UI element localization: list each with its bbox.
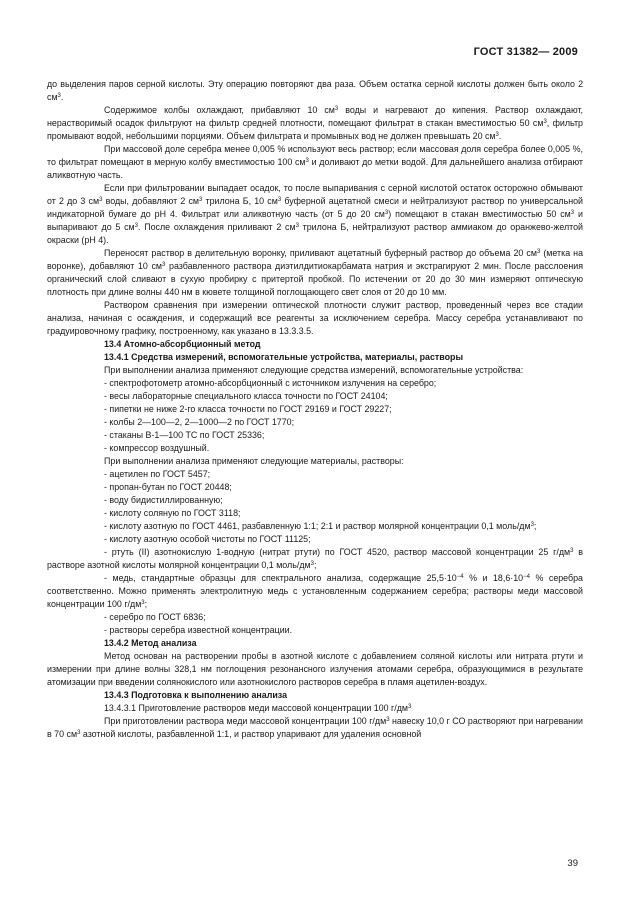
paragraph-p15: - компрессор воздушный. — [104, 443, 210, 453]
paragraph-p25: - серебро по ГОСТ 6836; — [104, 612, 206, 622]
paragraph-p16: При выполнении анализа применяют следующие материалы, растворы: — [104, 456, 404, 466]
paragraph-p6: Раствором сравнения при измерении оптической плотности служит раствор, проведенный через все стадии анализа, начиная с осаждения, и содержащий все реагенты за исключением серебра. Массу серебра устанавливают по градуировочному графику, построенному, как указано в 13.3.3.5. — [47, 300, 583, 336]
paragraph-p13: - колбы 2—100—2, 2—1000—2 по ГОСТ 1770; — [104, 417, 295, 427]
paragraph-p11: - весы лабораторные специального класса точности по ГОСТ 24104; — [104, 391, 388, 401]
document-code-header: ГОСТ 31382— 2009 — [473, 46, 578, 58]
paragraph-p22: - кислоту азотную особой чистоты по ГОСТ 11125; — [104, 534, 311, 544]
paragraph-p28: Метод основан на растворении пробы в азотной кислоте с добавлением соляной кислоты или нитрата ртути и измерении при длине волны 328,1 нм поглощения резонансного излучения атомами серебра, образующимися в результате атомизации при введении солянокислого или азотнокислого растворов серебра в пламя ацетилен-воздух. — [47, 651, 583, 687]
paragraph-p21: - кислоту азотную по ГОСТ 4461, разбавленную 1:1; 2:1 и раствор молярной концентрации 0,1 моль/$дм^3$; — [104, 521, 537, 531]
paragraph-p19: - воду бидистиллированную; — [104, 495, 223, 505]
document-body — [47, 78, 583, 741]
paragraph-p24: - медь, стандартные образцы для спектрального анализа, содержащие $25,5\cdot 10^{-4}$ % и $18,6\cdot 10^{-4}$ % серебра соответственно. Можно применять электролитную медь с установленным содержанием серебра; растворы меди массовой концентрации 100 $г/дм^3$; — [47, 573, 583, 609]
paragraph-p1: до выделения паров серной кислоты. Эту операцию повторяют два раза. Объем остатка серной кислоты должен быть около 2 $см^3$. — [47, 79, 583, 102]
paragraph-p26: - растворы серебра известной концентрации. — [104, 625, 293, 635]
paragraph-p27: 13.4.2 Метод анализа — [104, 638, 197, 648]
paragraph-p18: - пропан-бутан по ГОСТ 20448; — [104, 482, 232, 492]
paragraph-p7: 13.4 Атомно-абсорбционный метод — [104, 339, 261, 349]
paragraph-p23: - ртуть (II) азотнокислую 1-водную (нитрат ртути) по ГОСТ 4520, раствор массовой концентрации 25 $г/дм^3$ в растворе азотной кислоты молярной концентрации 0,1 моль/$дм^3$; — [47, 547, 584, 570]
paragraph-p8: 13.4.1 Средства измерений, вспомогательные устройства, материалы, растворы — [104, 352, 464, 362]
paragraph-p10: - спектрофотометр атомно-абсорбционный с источником излучения на серебро; — [104, 378, 437, 388]
paragraph-p3: При массовой доле серебра менее 0,005 % используют весь раствор; если массовая доля серебра более 0,005 %, то фильтрат помещают в мерную колбу вместимостью 100 $см^3$ и доливают до метки водой. Для дальнейшего анализа отбирают аликвотную часть. — [47, 144, 583, 180]
paragraph-p5: Переносят раствор в делительную воронку, приливают ацетатный буферный раствор до объема 20 $см^3$ (метка на воронке), добавляют 10 $см^3$ разбавленного раствора диэтилдитиокарбамата натрия и экстрагируют 2 мин. После расслоения органический слой сливают в сухую пробирку с притертой пробкой. По истечении от 20 до 30 мин измеряют оптическую плотность при длине волны 440 нм в кювете толщиной поглощающего свет слоя от 20 до 10 мм. — [47, 248, 584, 297]
paragraph-p4: Если при фильтровании выпадает осадок, то после выпаривания с серной кислотой остаток осторожно обмывают от 2 до 3 $см^3$ воды, добавляют 2 $см^3$ трилона Б, 10 $см^3$ буферной ацетатной смеси и нейтрализуют раствор по универсальной индикаторной бумаге до рН 4. Фильтрат или аликвотную часть (от 5 до 20 $см^3$) помещают в стакан вместимостью 50 $см^3$ и выпаривают до 5 $см^3$. После охлаждения приливают 2 $см^3$ трилона Б, нейтрализуют раствор аммиаком до оранжево-желтой окраски (рН 4). — [47, 183, 584, 245]
paragraph-p14: - стаканы В-1—100 ТС по ГОСТ 25336; — [104, 430, 265, 440]
paragraph-p31: При приготовлении раствора меди массовой концентрации 100 $г/дм^3$ навеску 10,0 г СО растворяют при нагревании в 70 $см^3$ азотной кислоты, разбавленной 1:1, и раствор упаривают для удаления основной — [47, 716, 583, 739]
paragraph-p17: - ацетилен по ГОСТ 5457; — [104, 469, 211, 479]
paragraph-p12: - пипетки не ниже 2-го класса точности по ГОСТ 29169 и ГОСТ 29227; — [104, 404, 392, 414]
paragraph-p20: - кислоту соляную по ГОСТ 3118; — [104, 508, 241, 518]
paragraph-p2: Содержимое колбы охлаждают, прибавляют 10 $см^3$ воды и нагревают до кипения. Раствор охлаждают, нерастворимый осадок фильтруют на фильтр средней плотности, помещают фильтрат в стакан вместимостью 50 $см^3$, фильтр промывают водой, небольшими порциями. Объем фильтрата и промывных вод не должен превышать 20 $см^3$. — [47, 105, 583, 141]
paragraph-p30: 13.4.3.1 Приготовление растворов меди массовой концентрации 100 $г/дм^3$ — [104, 703, 412, 713]
paragraph-p9: При выполнении анализа применяют следующие средства измерений, вспомогательные устройства: — [104, 365, 524, 375]
page-number: 39 — [567, 858, 578, 869]
paragraph-p29: 13.4.3 Подготовка к выполнению анализа — [104, 690, 288, 700]
